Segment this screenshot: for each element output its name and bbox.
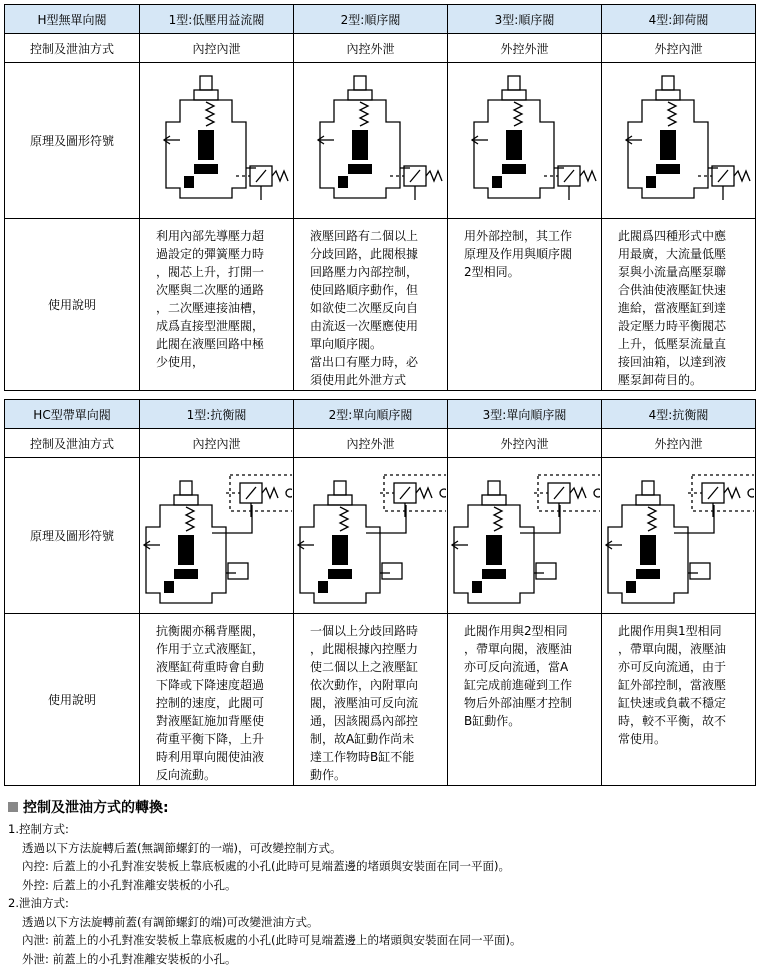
h-header-type3: 3型:順序閥 (448, 5, 602, 34)
hc-control-label: 控制及泄油方式 (5, 429, 140, 458)
hc-usage-3 (448, 614, 602, 786)
hc-header-type3: 3型:單向順序閥 (448, 400, 602, 429)
hc-control-2: 內控外泄 (294, 429, 448, 458)
hc-header-type1: 1型:抗衡閥 (140, 400, 294, 429)
usage-line: 亦可反向流通，當A (464, 660, 569, 674)
hc-control-row (5, 429, 756, 458)
usage-line: 依次動作，內附單向 (310, 678, 419, 692)
usage-text (618, 227, 745, 389)
h-control-1: 內控內泄 (140, 34, 294, 63)
usage-line: 少使用， (156, 355, 205, 369)
h-header-type1: 1型:低壓用益流閥 (140, 5, 294, 34)
h-diagram-1 (140, 63, 294, 219)
usage-line: 成爲直接型泄壓閥， (156, 319, 265, 333)
usage-line: 過設定的彈簧壓力時 (156, 247, 265, 261)
hc-usage-4 (602, 614, 756, 786)
usage-line: 此閥作用與2型相同 (464, 624, 568, 638)
h-diagram-2 (294, 63, 448, 219)
hc-diagram-row (5, 458, 756, 614)
control-method-line: 外控: 后蓋上的小孔對准離安裝板的小孔。 (22, 877, 237, 892)
usage-line: 由流返一次壓應使用 (310, 319, 419, 333)
drain-method-line: 內泄: 前蓋上的小孔對准安裝板上靠底板處的小孔(此時可見端蓋邊上的堵頭與安裝面在同一平面)。 (22, 933, 522, 947)
usage-line: 用外部控制，其工作 (464, 229, 573, 243)
hc-control-4: 外控內泄 (602, 429, 756, 458)
usage-line: 動作。 (310, 768, 347, 782)
usage-line: 合供油使液壓缸快速 (618, 283, 727, 297)
usage-line: 通，因該閥爲內部控 (310, 714, 419, 728)
usage-line: 上升，低壓泵流量直 (618, 337, 727, 351)
h-control-2: 內控外泄 (294, 34, 448, 63)
hc-header-row (5, 400, 756, 429)
h-control-4: 外控內泄 (602, 34, 756, 63)
hc-control-1: 內控內泄 (140, 429, 294, 458)
hc-header-type4: 4型:抗衡閥 (602, 400, 756, 429)
hc-diagram-label: 原理及圖形符號 (5, 458, 140, 614)
conversion-title-text: 控制及泄油方式的轉換: (23, 800, 169, 816)
usage-line: 如欲使二次壓反向自 (310, 301, 419, 315)
hc-header-type2: 2型:單向順序閥 (294, 400, 448, 429)
h-usage-3 (448, 219, 602, 391)
valve-schematic-diagram (142, 463, 292, 608)
usage-line: 閥，液壓油可反向流 (310, 696, 419, 710)
usage-line: ，帶單向閥，液壓油 (618, 642, 727, 656)
usage-line: 物后外部油壓才控制 (464, 696, 573, 710)
h-control-label: 控制及泄油方式 (5, 34, 140, 63)
usage-line: 此閥在液壓回路中極 (156, 337, 265, 351)
usage-line: 原理及作用與順序閥 (464, 247, 573, 261)
usage-line: 亦可反向流通，由于 (618, 660, 727, 674)
usage-line: 壓泵卸荷目的。 (618, 373, 703, 387)
valve-schematic-diagram (296, 463, 446, 608)
hc-header-type: HC型帶單向閥 (5, 400, 140, 429)
h-header-type4: 4型:卸荷閥 (602, 5, 756, 34)
valve-schematic-diagram (142, 68, 292, 213)
usage-line: 單向順序閥。 (310, 337, 383, 351)
h-header-row (5, 5, 756, 34)
usage-line: 對液壓缸施加背壓使 (156, 714, 265, 728)
h-usage-2 (294, 219, 448, 391)
usage-line: 次壓與二次壓的通路 (156, 283, 265, 297)
control-method-line: 內控: 后蓋上的小孔對准安裝板上靠底板處的小孔(此時可見端蓋邊的堵頭與安裝面在同一平面)。 (22, 859, 510, 873)
usage-line: B缸動作。 (464, 714, 521, 728)
hc-usage-2 (294, 614, 448, 786)
h-diagram-label: 原理及圖形符號 (5, 63, 140, 219)
hc-diagram-4 (602, 458, 756, 614)
h-diagram-4 (602, 63, 756, 219)
usage-line: 反向流動。 (156, 768, 217, 782)
hc-diagram-2 (294, 458, 448, 614)
h-control-3: 外控外泄 (448, 34, 602, 63)
hc-usage-row (5, 614, 756, 786)
usage-line: 缸快速或負載不穩定 (618, 696, 727, 710)
hc-diagram-1 (140, 458, 294, 614)
valve-schematic-diagram (604, 463, 754, 608)
valve-schematic-diagram (296, 68, 446, 213)
drain-method-line: 透過以下方法旋轉前蓋(有調節螺釘的端)可改變泄油方式。 (22, 914, 319, 929)
usage-line: 此閥爲四種形式中應 (618, 229, 727, 243)
h-diagram-3 (448, 63, 602, 219)
control-method-heading: 1.控制方式: (8, 822, 69, 836)
usage-text (310, 622, 437, 784)
usage-line: 抗衡閥亦稱背壓閥， (156, 624, 265, 638)
usage-line: 使二個以上之液壓缸 (310, 660, 419, 674)
usage-line: ，此閥根據內控壓力 (310, 642, 419, 656)
usage-line: 缸完成前進碰到工作 (464, 678, 573, 692)
usage-line: 須使用此外泄方式 (310, 373, 407, 387)
usage-line: 達工作物時B缸不能 (310, 750, 415, 764)
hc-control-3: 外控內泄 (448, 429, 602, 458)
h-usage-row (5, 219, 756, 391)
usage-line: ，閥芯上升，打開一 (156, 265, 265, 279)
valve-schematic-diagram (450, 463, 600, 608)
usage-line: 用最廣，大流量低壓 (618, 247, 727, 261)
usage-line: 時利用單向閥使油液 (156, 750, 265, 764)
usage-line: 液壓回路有二個以上 (310, 229, 419, 243)
usage-line: 一個以上分歧回路時 (310, 624, 419, 638)
hc-type-table (4, 399, 756, 786)
hc-usage-label: 使用說明 (5, 614, 140, 786)
drain-method-line: 外泄: 前蓋上的小孔對准離安裝板的小孔。 (22, 951, 237, 966)
control-method-line: 透過以下方法旋轉后蓋(無調節螺釘的一端)，可改變控制方式。 (22, 840, 342, 855)
hc-diagram-3 (448, 458, 602, 614)
h-control-row (5, 34, 756, 63)
usage-line: 荷重平衡下降，上升 (156, 732, 265, 746)
usage-line: 進給，當液壓缸到達 (618, 301, 727, 315)
usage-line: 控制的速度，此閥可 (156, 696, 265, 710)
usage-line: 缸外部控制，當液壓 (618, 678, 727, 692)
usage-text (618, 622, 745, 748)
h-diagram-row (5, 63, 756, 219)
usage-line: 2型相同。 (464, 265, 520, 279)
conversion-title (8, 797, 169, 817)
usage-text (464, 227, 591, 281)
usage-line: 當出口有壓力時，必 (310, 355, 419, 369)
conversion-notes (8, 820, 522, 968)
usage-line: ，二次壓連接油槽， (156, 301, 265, 315)
usage-text (464, 622, 591, 730)
hc-usage-1 (140, 614, 294, 786)
usage-line: 液壓缸荷重時會自動 (156, 660, 265, 674)
h-header-type2: 2型:順序閥 (294, 5, 448, 34)
h-usage-label: 使用說明 (5, 219, 140, 391)
usage-line: 分歧回路，此閥根據 (310, 247, 419, 261)
usage-line: 下降或下降速度超過 (156, 678, 265, 692)
valve-schematic-diagram (604, 68, 754, 213)
usage-text (156, 227, 283, 371)
square-bullet-icon (8, 802, 18, 812)
usage-line: ，帶單向閥，液壓油 (464, 642, 573, 656)
drain-method-heading: 2.泄油方式: (8, 896, 69, 910)
h-usage-4 (602, 219, 756, 391)
usage-line: 設定壓力時平衡閥芯 (618, 319, 727, 333)
usage-line: 作用于立式液壓缸， (156, 642, 265, 656)
usage-line: 時，較不平衡，故不 (618, 714, 727, 728)
usage-line: 此閥作用與1型相同 (618, 624, 722, 638)
usage-line: 回路壓力內部控制， (310, 265, 419, 279)
usage-line: 常使用。 (618, 732, 667, 746)
h-usage-1 (140, 219, 294, 391)
h-type-table (4, 4, 756, 391)
usage-text (310, 227, 437, 389)
h-header-type: H型無單向閥 (5, 5, 140, 34)
usage-line: 利用內部先導壓力超 (156, 229, 265, 243)
usage-line: 泵與小流量高壓泵聯 (618, 265, 727, 279)
usage-line: 使回路順序動作，但 (310, 283, 419, 297)
valve-schematic-diagram (450, 68, 600, 213)
usage-line: 制，故A缸動作尚未 (310, 732, 415, 746)
usage-text (156, 622, 283, 784)
usage-line: 接回油箱，以達到液 (618, 355, 727, 369)
